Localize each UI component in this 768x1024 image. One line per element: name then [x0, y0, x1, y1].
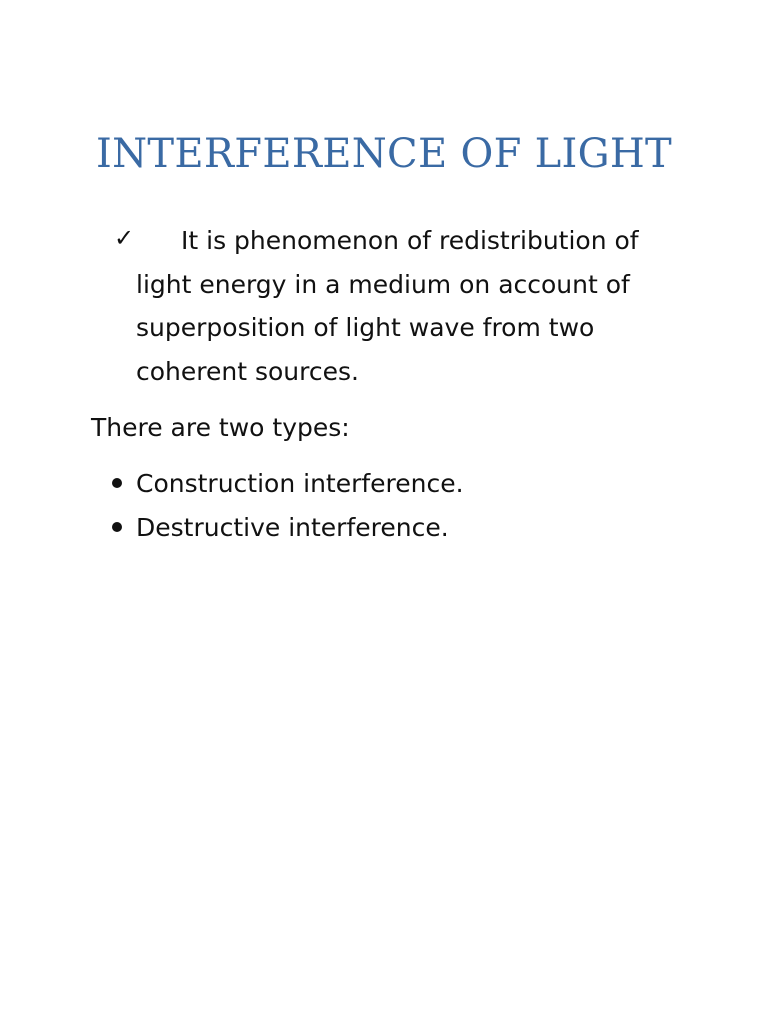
list-item	[108, 506, 464, 550]
definition-item	[112, 219, 672, 393]
bullet-icon	[112, 522, 122, 532]
types-intro: There are two types:	[91, 413, 350, 442]
definition-text: It is phenomenon of redistribution of light energy in a medium on account of superposition of light wave from two coherent sources.	[136, 226, 639, 386]
list-item-text: Destructive interference.	[136, 512, 449, 542]
list-item	[108, 462, 464, 506]
types-list	[108, 462, 464, 549]
page-title: INTERFERENCE OF LIGHT	[95, 131, 673, 177]
checkmark-icon: ✓	[114, 224, 135, 252]
list-item-text: Construction interference.	[136, 469, 464, 498]
bullet-icon	[112, 478, 122, 488]
